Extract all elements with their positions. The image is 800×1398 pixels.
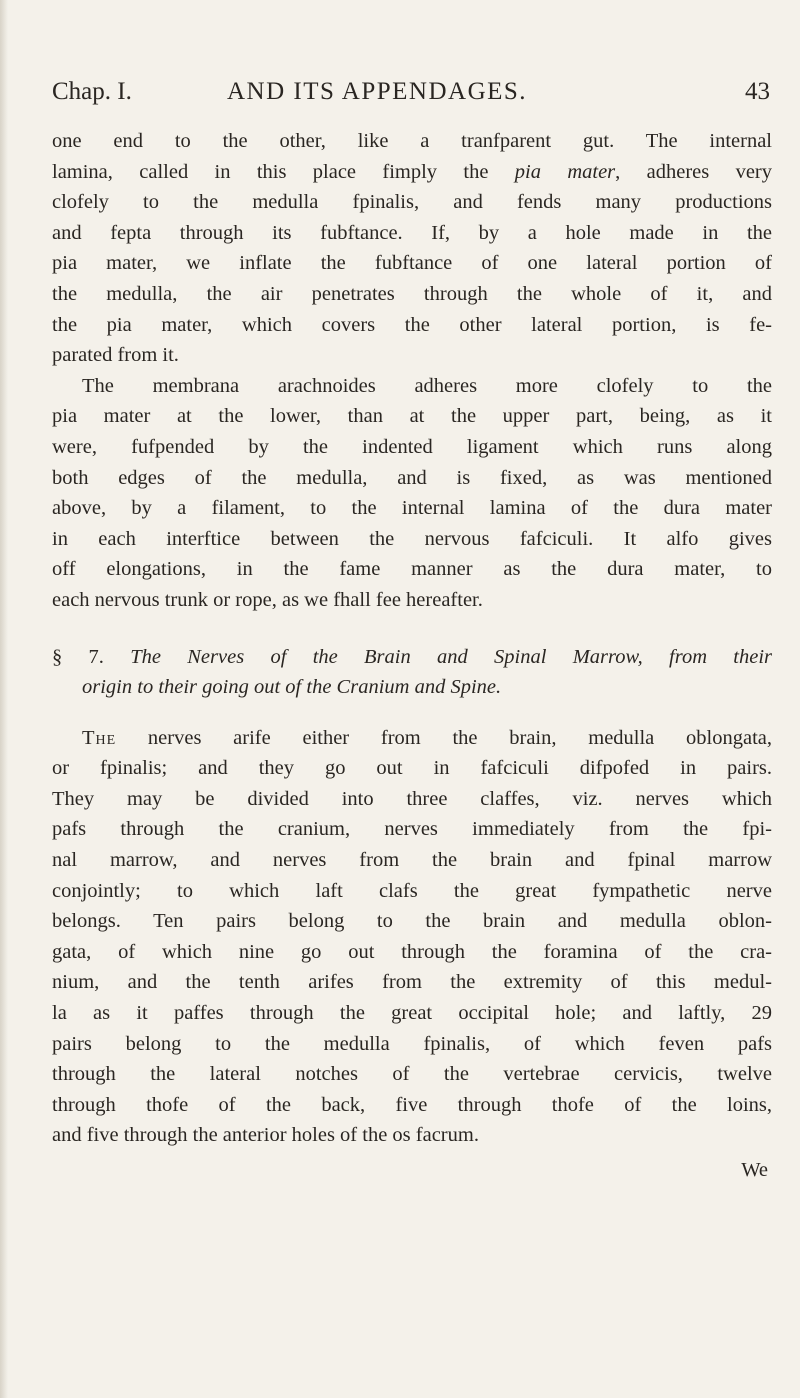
catchword: We [741,1159,768,1181]
text-line: off elongations, in the fame manner as the dura mater, to [52,558,772,581]
paragraph-1 [52,126,772,371]
text-line: pairs belong to the medulla fpinalis, of which feven pafs [52,1032,772,1055]
text-line: lamina, called in this place fimply the pia mater, adheres very [52,160,772,183]
text-line: and five through the anterior holes of the os facrum. [52,1124,479,1147]
text-line: in each interftice between the nervous fafciculi. It alfo gives [52,527,772,550]
text-line: clofely to the medulla fpinalis, and fends many productions [52,191,772,214]
text-line: both edges of the medulla, and is fixed, as was mentioned [52,466,772,489]
text-line: pia mater at the lower, than at the upper part, being, as it [52,405,772,428]
text-line: and fepta through its fubftance. If, by a hole made in the [52,221,772,244]
page-number: 43 [745,78,770,105]
running-title: AND ITS APPENDAGES. [227,78,528,105]
text-line: belongs. Ten pairs belong to the brain and medulla oblon- [52,910,772,933]
text-line: pafs through the cranium, nerves immediately from the fpi- [52,818,772,841]
text-line: through the lateral notches of the vertebrae cervicis, twelve [52,1063,772,1086]
text-line: pia mater, we inflate the fubftance of one lateral portion of [52,252,772,275]
text-line: the medulla, the air penetrates through the whole of it, and [52,282,772,305]
paragraph-3 [52,723,772,1151]
section-spacer [52,616,772,642]
text-line: the pia mater, which covers the other lateral portion, is fe- [52,313,772,336]
running-header [52,76,770,108]
text-line: one end to the other, like a tranfparent gut. The internal [52,130,772,152]
text-line: nal marrow, and nerves from the brain and fpinal marrow [52,849,772,872]
text-line: each nervous trunk or rope, as we fhall fee hereafter. [52,588,483,611]
text-line: parated from it. [52,344,179,367]
page-body [52,126,772,1186]
page-edge-shadow [0,0,8,1398]
text-line: la as it paffes through the great occipital hole; and laftly, 29 [52,1002,772,1025]
chapter-label: Chap. I. [52,78,132,105]
text-line: gata, of which nine go out through the foramina of the cra- [52,940,772,963]
italic-term: pia mater [514,160,616,183]
text-line: were, fufpended by the indented ligament which runs along [52,435,772,458]
section-title-line: § 7. The Nerves of the Brain and Spinal Marrow, from their [52,645,773,668]
text-line: or fpinalis; and they go out in fafciculi difpofed in pairs. [52,757,772,780]
text-line: The nerves arife either from the brain, medulla oblongata, [82,726,772,749]
text-line: above, by a filament, to the internal lamina of the dura mater [52,497,772,520]
text-line: They may be divided into three claffes, viz. nerves which [52,787,772,810]
section-spacer [52,703,772,723]
text-line: nium, and the tenth arifes from the extremity of this medul- [52,971,772,994]
paragraph-2 [52,371,772,616]
section-number: § 7. [52,645,104,668]
text-line: conjointly; to which laft clafs the great fympathetic nerve [52,879,772,902]
text-line: The membrana arachnoides adheres more clofely to the [82,374,772,397]
section-heading [52,642,772,703]
lead-word: The [82,726,117,749]
section-title-line: origin to their going out of the Cranium and Spine. [82,676,502,699]
text-line: through thofe of the back, five through thofe of the loins, [52,1093,772,1116]
